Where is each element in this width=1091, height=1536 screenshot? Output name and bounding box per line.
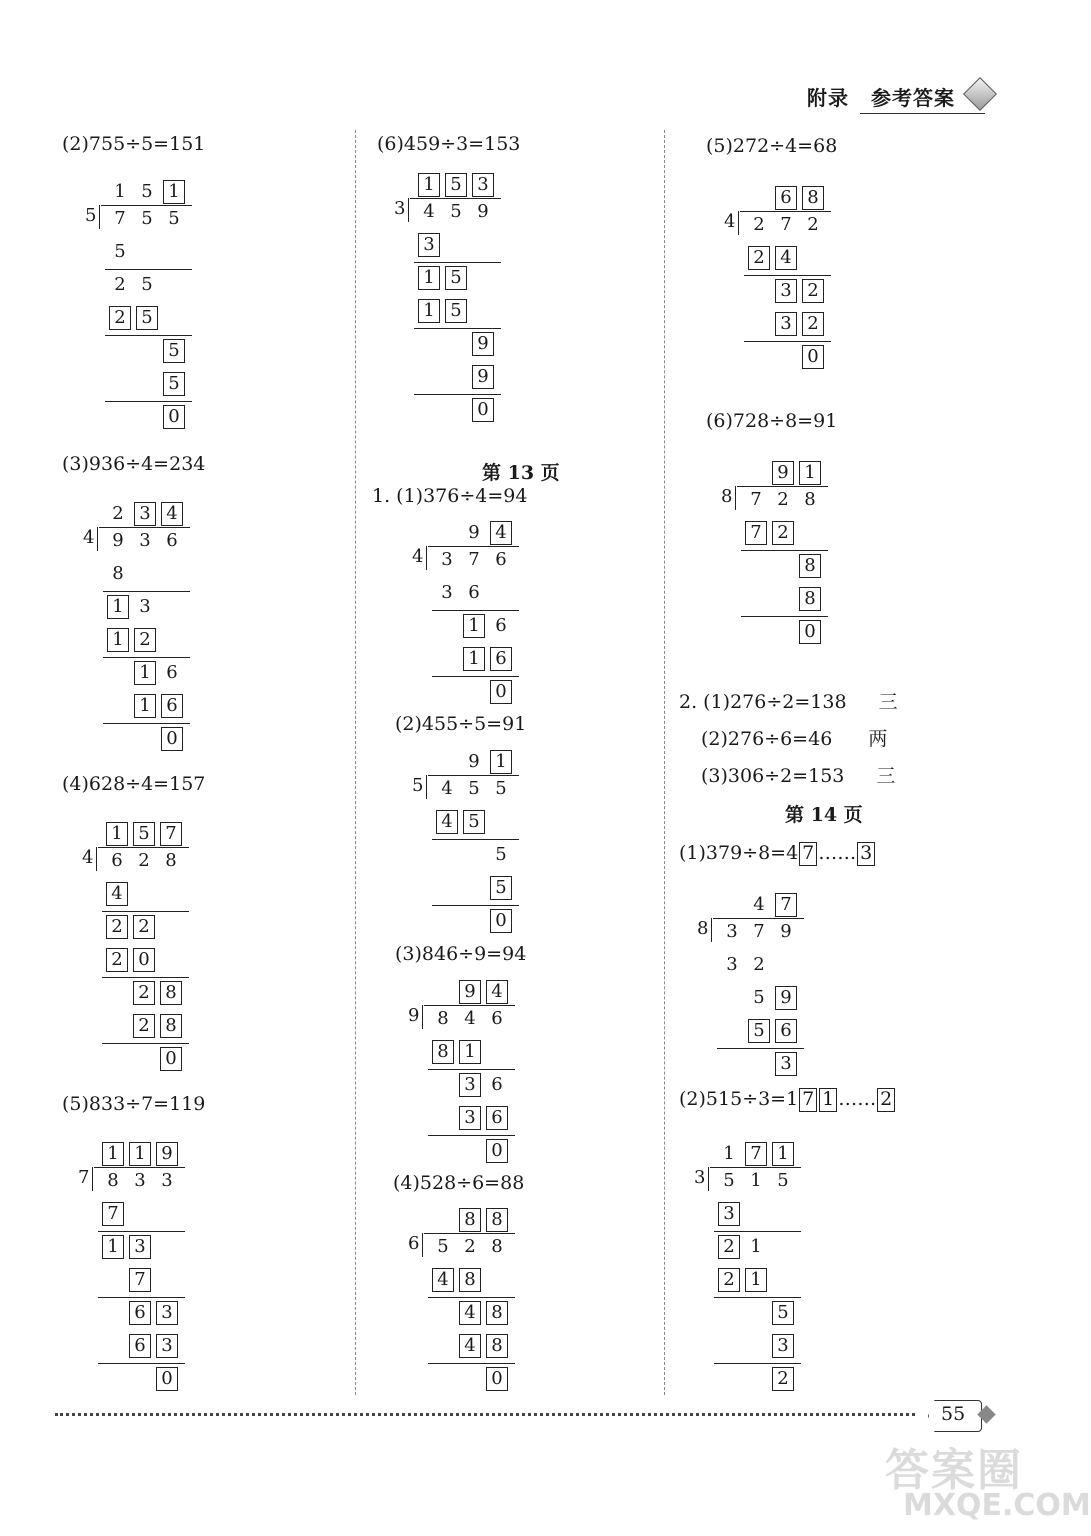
dividend-digit: 7 xyxy=(780,214,792,235)
quotient-digit: 1 xyxy=(723,1143,735,1164)
subtraction-line xyxy=(741,550,828,551)
step-digit: 2 xyxy=(133,1014,155,1038)
subtraction-line xyxy=(103,591,190,592)
division-topline xyxy=(99,527,190,528)
step-digit: 1 xyxy=(463,614,485,638)
header-title: 参考答案 xyxy=(871,86,955,110)
division-bracket xyxy=(711,918,720,942)
step-digit: 3 xyxy=(418,233,440,257)
answer-box: 1 xyxy=(819,1088,837,1112)
appendix-label: 附录 xyxy=(807,86,850,110)
step-digit: 3 xyxy=(129,1235,151,1259)
step-digit: 2 xyxy=(802,312,824,336)
answer-word: 三 xyxy=(876,765,896,787)
step-digit: 0 xyxy=(156,1367,178,1391)
subtraction-line xyxy=(103,723,190,724)
dividend-digit: 9 xyxy=(477,201,489,222)
step-digit: 6 xyxy=(161,694,183,718)
answer-line xyxy=(701,761,895,788)
dividend-digit: 9 xyxy=(112,530,124,551)
step-digit: 1 xyxy=(134,661,156,685)
step-digit: 3 xyxy=(775,312,797,336)
problem-title: (5)833÷7=119 xyxy=(62,1093,206,1115)
dividend-digit: 3 xyxy=(726,921,738,942)
step-digit: 5 xyxy=(163,372,185,396)
step-digit: 4 xyxy=(775,246,797,270)
quotient-digit: 1 xyxy=(772,1142,794,1166)
step-digit: 2 xyxy=(109,306,131,330)
divisor: 4 xyxy=(412,546,424,567)
step-digit: 2 xyxy=(718,1268,740,1292)
step-digit: 6 xyxy=(486,1106,508,1130)
problem-title: 1. (1)376÷4=94 xyxy=(372,485,528,507)
division-topline xyxy=(710,1167,801,1168)
step-digit: 5 xyxy=(463,810,485,834)
quotient-digit: 8 xyxy=(486,1208,508,1232)
step-digit: 7 xyxy=(745,521,767,545)
dividend-digit: 5 xyxy=(450,201,462,222)
answer-word: 两 xyxy=(868,728,888,750)
step-digit: 8 xyxy=(160,1014,182,1038)
step-digit: 0 xyxy=(802,345,824,369)
subtraction-line xyxy=(432,839,519,840)
step-digit: 1 xyxy=(750,1236,762,1257)
page-number: 55 xyxy=(941,1403,966,1425)
step-digit: 2 xyxy=(718,1235,740,1259)
division-topline xyxy=(428,546,519,547)
dividend-digit: 4 xyxy=(441,778,453,799)
dividend-digit: 2 xyxy=(777,489,789,510)
division-bracket xyxy=(708,1167,717,1191)
quotient-digit: 9 xyxy=(468,751,480,772)
dividend-digit: 6 xyxy=(111,850,123,871)
step-digit: 6 xyxy=(468,582,480,603)
step-digit: 4 xyxy=(106,882,128,906)
quotient-digit: 7 xyxy=(745,1142,767,1166)
subtraction-line xyxy=(744,275,831,276)
step-digit: 1 xyxy=(459,1040,481,1064)
divisor: 4 xyxy=(83,527,95,548)
step-digit: 2 xyxy=(753,954,765,975)
divisor: 3 xyxy=(394,198,406,219)
quotient-digit: 3 xyxy=(134,502,156,526)
dividend-digit: 7 xyxy=(750,489,762,510)
step-digit: 0 xyxy=(163,405,185,429)
step-digit: 4 xyxy=(459,1301,481,1325)
dividend-digit: 3 xyxy=(161,1170,173,1191)
division-topline xyxy=(94,1167,185,1168)
step-digit: 8 xyxy=(799,587,821,611)
step-digit: 5 xyxy=(490,876,512,900)
problem-title: (6)459÷3=153 xyxy=(377,133,521,155)
remainder-dots: …… xyxy=(818,842,857,864)
step-digit: 2 xyxy=(133,915,155,939)
step-digit: 4 xyxy=(436,810,458,834)
subtraction-line xyxy=(428,1363,515,1364)
step-digit: 3 xyxy=(775,279,797,303)
dividend-digit: 5 xyxy=(468,778,480,799)
division-topline xyxy=(98,847,189,848)
step-digit: 5 xyxy=(753,987,765,1008)
step-digit: 2 xyxy=(106,948,128,972)
step-digit: 1 xyxy=(418,266,440,290)
quotient-digit: 6 xyxy=(775,186,797,210)
step-digit: 8 xyxy=(459,1268,481,1292)
step-digit: 3 xyxy=(156,1301,178,1325)
step-digit: 6 xyxy=(495,615,507,636)
answer-word: 三 xyxy=(878,691,898,713)
equation-prefix: (2)515÷3=1 xyxy=(679,1088,799,1110)
answer-equation: (3)306÷2=153 xyxy=(701,765,845,787)
division-bracket xyxy=(97,527,106,551)
step-digit: 1 xyxy=(102,1235,124,1259)
dividend-digit: 7 xyxy=(468,549,480,570)
step-digit: 8 xyxy=(799,554,821,578)
dividend-digit: 8 xyxy=(107,1170,119,1191)
division-bracket xyxy=(422,1005,431,1029)
subtraction-line xyxy=(105,269,192,270)
step-digit: 6 xyxy=(129,1301,151,1325)
answer-box: 7 xyxy=(799,842,817,866)
dividend-digit: 8 xyxy=(804,489,816,510)
dividend-digit: 9 xyxy=(780,921,792,942)
step-digit: 7 xyxy=(129,1268,151,1292)
subtraction-line xyxy=(105,335,192,336)
step-digit: 3 xyxy=(139,596,151,617)
dividend-digit: 7 xyxy=(114,208,126,229)
step-digit: 8 xyxy=(432,1040,454,1064)
divisor: 9 xyxy=(408,1005,420,1026)
step-digit: 5 xyxy=(141,274,153,295)
dividend-digit: 2 xyxy=(464,1236,476,1257)
step-digit: 3 xyxy=(726,954,738,975)
step-digit: 8 xyxy=(112,563,124,584)
quotient-digit: 4 xyxy=(486,980,508,1004)
subtraction-line xyxy=(428,1069,515,1070)
step-digit: 4 xyxy=(432,1268,454,1292)
quotient-digit: 5 xyxy=(133,822,155,846)
subtraction-line xyxy=(414,262,501,263)
dividend-digit: 8 xyxy=(165,850,177,871)
step-digit: 2 xyxy=(134,628,156,652)
quotient-digit: 4 xyxy=(490,521,512,545)
header-underline xyxy=(860,113,985,114)
step-digit: 2 xyxy=(772,1367,794,1391)
equation-prefix: (1)379÷8=4 xyxy=(679,842,799,864)
subtraction-line xyxy=(428,1297,515,1298)
divisor: 5 xyxy=(85,205,97,226)
subtraction-line xyxy=(103,657,190,658)
dividend-digit: 8 xyxy=(437,1008,449,1029)
dividend-digit: 2 xyxy=(138,850,150,871)
step-digit: 2 xyxy=(802,279,824,303)
step-digit: 0 xyxy=(472,398,494,422)
subtraction-line xyxy=(741,616,828,617)
answer-equation: (2)276÷6=46 xyxy=(701,728,833,750)
subtraction-line xyxy=(414,394,501,395)
quotient-digit: 8 xyxy=(802,186,824,210)
division-bracket xyxy=(99,205,108,229)
step-digit: 9 xyxy=(472,332,494,356)
quotient-digit: 1 xyxy=(490,750,512,774)
dividend-digit: 4 xyxy=(464,1008,476,1029)
division-bracket xyxy=(426,775,435,799)
step-digit: 5 xyxy=(114,241,126,262)
dividend-digit: 8 xyxy=(491,1236,503,1257)
division-topline xyxy=(428,775,519,776)
step-digit: 2 xyxy=(114,274,126,295)
step-digit: 5 xyxy=(748,1019,770,1043)
divisor: 3 xyxy=(694,1167,706,1188)
quotient-digit: 7 xyxy=(775,893,797,917)
step-digit: 5 xyxy=(445,266,467,290)
quotient-digit: 9 xyxy=(156,1142,178,1166)
problem-title xyxy=(679,842,876,866)
division-topline xyxy=(737,486,828,487)
step-digit: 0 xyxy=(133,948,155,972)
subtraction-line xyxy=(414,328,501,329)
quotient-digit: 1 xyxy=(163,180,185,204)
quotient-digit: 3 xyxy=(472,173,494,197)
subtraction-line xyxy=(98,1297,185,1298)
quotient-digit: 1 xyxy=(418,173,440,197)
division-bracket xyxy=(422,1233,431,1257)
problem-title: (3)846÷9=94 xyxy=(395,943,527,965)
dividend-digit: 3 xyxy=(441,549,453,570)
problem-title: (4)528÷6=88 xyxy=(393,1172,525,1194)
answer-box: 3 xyxy=(857,842,875,866)
step-digit: 2 xyxy=(106,915,128,939)
quotient-digit: 8 xyxy=(459,1208,481,1232)
answer-box: 7 xyxy=(799,1088,817,1112)
step-digit: 3 xyxy=(772,1334,794,1358)
subtraction-line xyxy=(428,1135,515,1136)
dividend-digit: 6 xyxy=(495,549,507,570)
division-topline xyxy=(410,198,501,199)
division-topline xyxy=(424,1233,515,1234)
step-digit: 6 xyxy=(166,662,178,683)
step-digit: 0 xyxy=(799,620,821,644)
division-topline xyxy=(740,211,831,212)
step-digit: 3 xyxy=(441,582,453,603)
step-digit: 0 xyxy=(486,1367,508,1391)
step-digit: 6 xyxy=(491,1074,503,1095)
step-digit: 3 xyxy=(459,1106,481,1130)
answer-equation: 2. (1)276÷2=138 xyxy=(679,691,847,713)
dividend-digit: 5 xyxy=(495,778,507,799)
step-digit: 2 xyxy=(748,246,770,270)
subtraction-line xyxy=(717,1048,804,1049)
problem-title xyxy=(679,1088,896,1112)
step-digit: 4 xyxy=(459,1334,481,1358)
dividend-digit: 1 xyxy=(750,1170,762,1191)
page-number-badge xyxy=(928,1400,996,1430)
divisor: 8 xyxy=(721,486,733,507)
quotient-digit: 7 xyxy=(160,822,182,846)
divisor: 7 xyxy=(78,1167,90,1188)
dividend-digit: 5 xyxy=(723,1170,735,1191)
step-digit: 3 xyxy=(156,1334,178,1358)
subtraction-line xyxy=(98,1231,185,1232)
dividend-digit: 6 xyxy=(166,530,178,551)
watermark-logo: 答案圈 MXQE.COM xyxy=(885,1445,1091,1523)
dividend-digit: 2 xyxy=(807,214,819,235)
subtraction-line xyxy=(102,911,189,912)
step-digit: 8 xyxy=(486,1301,508,1325)
step-digit: 0 xyxy=(486,1139,508,1163)
column-divider xyxy=(355,130,356,1395)
subtraction-line xyxy=(432,905,519,906)
step-digit: 5 xyxy=(772,1301,794,1325)
step-digit: 5 xyxy=(163,339,185,363)
step-digit: 9 xyxy=(775,986,797,1010)
step-digit: 8 xyxy=(486,1334,508,1358)
dividend-digit: 5 xyxy=(777,1170,789,1191)
dividend-digit: 2 xyxy=(753,214,765,235)
divisor: 8 xyxy=(697,918,709,939)
problem-title: (5)272÷4=68 xyxy=(706,135,838,157)
quotient-digit: 1 xyxy=(799,461,821,485)
quotient-digit: 9 xyxy=(459,980,481,1004)
step-digit: 1 xyxy=(107,595,129,619)
subtraction-line xyxy=(714,1231,801,1232)
dividend-digit: 5 xyxy=(168,208,180,229)
division-bracket xyxy=(735,486,744,510)
problem-title: (2)755÷5=151 xyxy=(62,133,206,155)
dividend-digit: 6 xyxy=(491,1008,503,1029)
step-digit: 0 xyxy=(161,727,183,751)
step-digit: 7 xyxy=(102,1202,124,1226)
division-bracket xyxy=(92,1167,101,1191)
division-topline xyxy=(101,205,192,206)
step-digit: 5 xyxy=(495,844,507,865)
subtraction-line xyxy=(744,341,831,342)
footer-dotted-line xyxy=(55,1413,915,1416)
answer-line xyxy=(701,724,887,751)
answer-line xyxy=(679,687,898,714)
problem-title: (3)936÷4=234 xyxy=(62,453,206,475)
section-heading: 第 13 页 xyxy=(482,462,560,484)
problem-title: (6)728÷8=91 xyxy=(706,410,838,432)
step-digit: 9 xyxy=(472,365,494,389)
quotient-digit: 1 xyxy=(106,822,128,846)
quotient-digit: 1 xyxy=(102,1142,124,1166)
subtraction-line xyxy=(714,1297,801,1298)
section-heading: 第 14 页 xyxy=(785,804,863,826)
divisor: 6 xyxy=(408,1233,420,1254)
divisor: 4 xyxy=(82,847,94,868)
step-digit: 1 xyxy=(107,628,129,652)
subtraction-line xyxy=(102,1043,189,1044)
step-digit: 8 xyxy=(160,981,182,1005)
subtraction-line xyxy=(432,610,519,611)
division-bracket xyxy=(738,211,747,235)
subtraction-line xyxy=(98,1363,185,1364)
dividend-digit: 7 xyxy=(753,921,765,942)
dividend-digit: 3 xyxy=(134,1170,146,1191)
step-digit: 5 xyxy=(136,306,158,330)
answer-box: 2 xyxy=(877,1088,895,1112)
step-digit: 5 xyxy=(445,299,467,323)
subtraction-line xyxy=(432,676,519,677)
dividend-digit: 4 xyxy=(423,201,435,222)
step-digit: 1 xyxy=(463,647,485,671)
quotient-digit: 4 xyxy=(753,894,765,915)
subtraction-line xyxy=(102,977,189,978)
problem-title: (4)628÷4=157 xyxy=(62,773,206,795)
quotient-digit: 5 xyxy=(141,181,153,202)
column-divider xyxy=(664,130,665,1395)
step-digit: 3 xyxy=(775,1052,797,1076)
divisor: 5 xyxy=(412,775,424,796)
division-topline xyxy=(713,918,804,919)
division-topline xyxy=(424,1005,515,1006)
step-digit: 0 xyxy=(160,1047,182,1071)
dividend-digit: 3 xyxy=(139,530,151,551)
quotient-digit: 2 xyxy=(112,503,124,524)
step-digit: 6 xyxy=(490,647,512,671)
quotient-digit: 5 xyxy=(445,173,467,197)
dividend-digit: 5 xyxy=(141,208,153,229)
quotient-digit: 1 xyxy=(114,181,126,202)
remainder-dots: …… xyxy=(838,1088,877,1110)
dividend-digit: 5 xyxy=(437,1236,449,1257)
step-digit: 1 xyxy=(134,694,156,718)
division-bracket xyxy=(96,847,105,871)
quotient-digit: 4 xyxy=(161,502,183,526)
divisor: 4 xyxy=(724,211,736,232)
step-digit: 0 xyxy=(490,680,512,704)
division-bracket xyxy=(408,198,417,222)
step-digit: 1 xyxy=(745,1268,767,1292)
step-digit: 1 xyxy=(418,299,440,323)
division-bracket xyxy=(426,546,435,570)
step-digit: 6 xyxy=(775,1019,797,1043)
step-digit: 2 xyxy=(772,521,794,545)
step-digit: 0 xyxy=(490,909,512,933)
problem-title: (2)455÷5=91 xyxy=(395,713,527,735)
quotient-digit: 1 xyxy=(129,1142,151,1166)
step-digit: 2 xyxy=(133,981,155,1005)
diamond-icon xyxy=(963,77,997,111)
step-digit: 3 xyxy=(459,1073,481,1097)
quotient-digit: 9 xyxy=(468,522,480,543)
page-header xyxy=(793,82,955,111)
step-digit: 6 xyxy=(129,1334,151,1358)
quotient-digit: 9 xyxy=(772,461,794,485)
step-digit: 3 xyxy=(718,1202,740,1226)
subtraction-line xyxy=(105,401,192,402)
subtraction-line xyxy=(714,1363,801,1364)
